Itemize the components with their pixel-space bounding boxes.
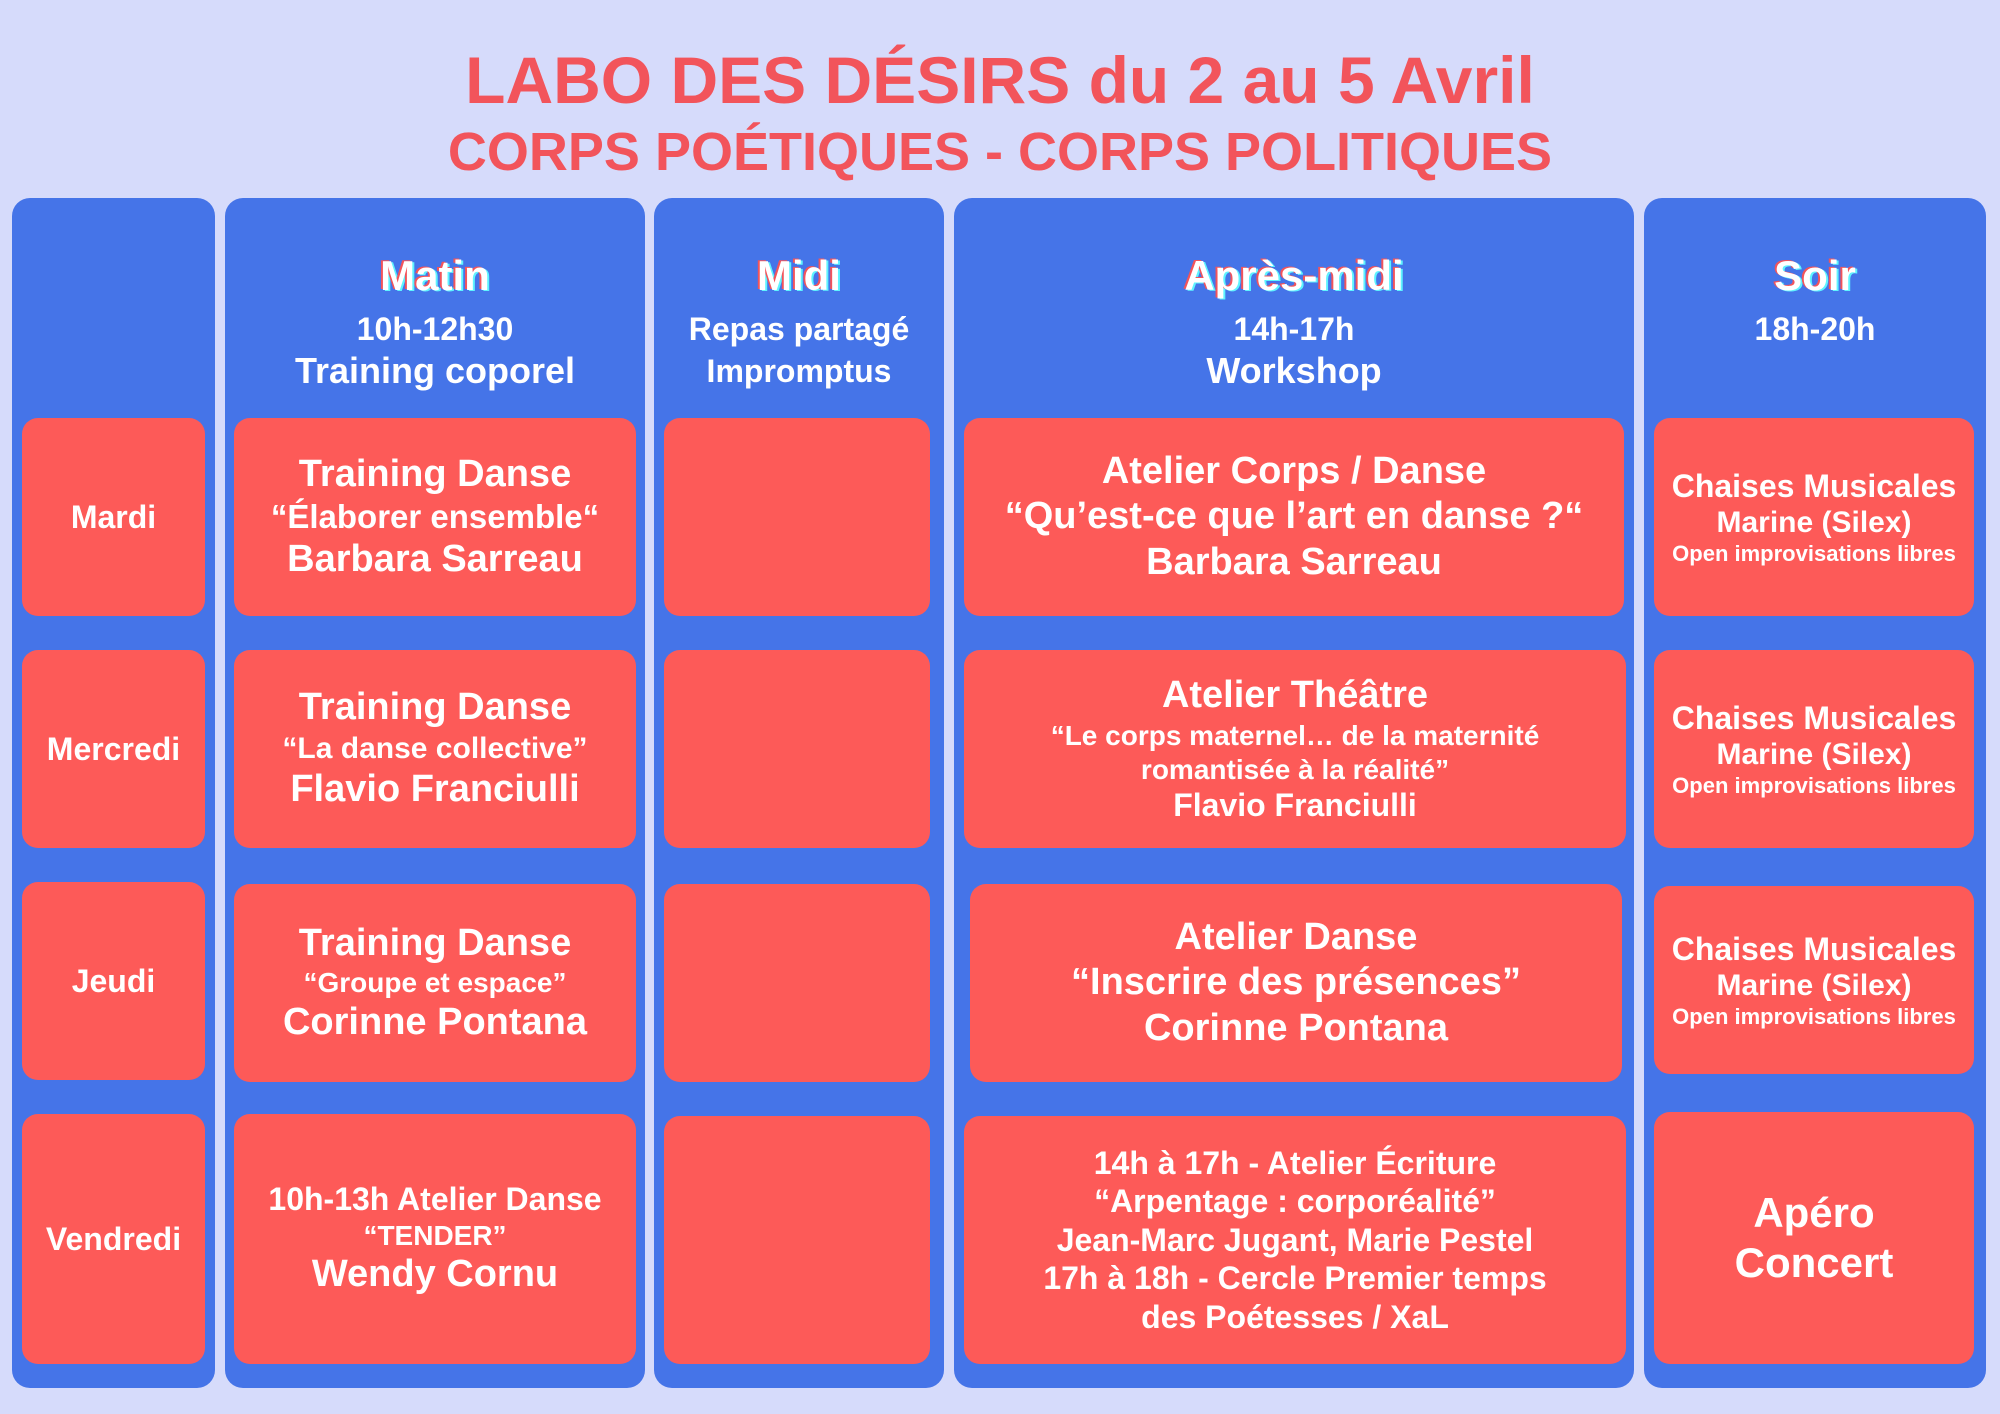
header-soir-time: 18h-20h: [1754, 311, 1876, 347]
soir-mardi: [1654, 418, 1974, 616]
matin-vendredi-title: 10h-13h Atelier Danse: [268, 1181, 602, 1218]
soir-vendredi-line1: Apéro: [1753, 1188, 1875, 1236]
midi-mardi: [664, 418, 930, 616]
soir-mercredi-note: Open improvisations libres: [1672, 773, 1956, 798]
header-matin-time: 10h-12h30: [356, 311, 514, 347]
apres-midi-mercredi-title: Atelier Théâtre: [1161, 674, 1429, 717]
apres-midi-mercredi-person: Flavio Franciulli: [1173, 787, 1417, 824]
matin-mardi-person: Barbara Sarreau: [287, 537, 583, 580]
apres-midi-jeudi-person: Corinne Pontana: [1143, 1006, 1449, 1049]
soir-mardi-note: Open improvisations libres: [1672, 541, 1956, 566]
soir-mardi-title: Chaises Musicales: [1671, 467, 1957, 504]
day-jeudi: Jeudi: [22, 882, 205, 1080]
soir-mardi-person: Marine (Silex): [1716, 506, 1912, 539]
apres-midi-mardi: [964, 418, 1624, 616]
soir-jeudi-person: Marine (Silex): [1716, 969, 1912, 1002]
apres-midi-vendredi-line1: 14h à 17h - Atelier Écriture: [1093, 1145, 1497, 1182]
midi-mercredi: [664, 650, 930, 848]
soir-jeudi: [1654, 886, 1974, 1074]
soir-vendredi: [1654, 1112, 1974, 1364]
apres-midi-mercredi-theme-2: romantisée à la réalité”: [1140, 753, 1450, 785]
day-mardi: Mardi: [22, 418, 205, 616]
page-title: LABO DES DÉSIRS du 2 au 5 Avril: [465, 43, 1535, 117]
apres-midi-vendredi-line4: 17h à 18h - Cercle Premier temps: [1043, 1260, 1547, 1297]
midi-jeudi: [664, 884, 930, 1082]
header-midi-line2: Impromptus: [706, 353, 892, 389]
matin-jeudi-theme: “Groupe et espace”: [303, 967, 567, 999]
apres-midi-jeudi-theme: “Inscrire des présences”: [1071, 961, 1521, 1004]
header-apres-midi: [954, 250, 1634, 392]
apres-midi-vendredi-line3: Jean-Marc Jugant, Marie Pestel: [1056, 1221, 1534, 1258]
soir-mercredi-title: Chaises Musicales: [1671, 699, 1957, 736]
header-midi: [654, 250, 944, 392]
matin-mardi-title: Training Danse: [298, 452, 572, 495]
apres-midi-mardi-title: Atelier Corps / Danse: [1101, 449, 1487, 492]
matin-mercredi: [234, 650, 636, 848]
matin-jeudi-person: Corinne Pontana: [282, 1000, 588, 1043]
apres-midi-mercredi-theme-1: “Le corps maternel… de la maternité: [1050, 720, 1540, 751]
matin-mercredi-person: Flavio Franciulli: [290, 768, 580, 810]
header-apres-midi-name: Après-midi: [1184, 252, 1404, 299]
soir-mercredi-person: Marine (Silex): [1716, 738, 1912, 771]
matin-jeudi-title: Training Danse: [298, 921, 572, 964]
apres-midi-vendredi-line2: “Arpentage : corporéalité”: [1094, 1183, 1496, 1220]
soir-vendredi-line2: Concert: [1734, 1239, 1894, 1286]
page-subtitle: CORPS POÉTIQUES - CORPS POLITIQUES: [447, 122, 1553, 182]
header-matin-name: Matin: [380, 252, 490, 299]
soir-jeudi-title: Chaises Musicales: [1671, 930, 1957, 967]
matin-mercredi-theme: “La danse collective”: [282, 732, 588, 765]
apres-midi-mardi-theme: “Qu’est-ce que l’art en danse ?“: [1004, 495, 1584, 538]
apres-midi-mardi-person: Barbara Sarreau: [1146, 540, 1442, 583]
soir-jeudi-note: Open improvisations libres: [1672, 1004, 1956, 1029]
matin-mardi-theme: “Élaborer ensemble“: [270, 498, 600, 536]
matin-mardi: [234, 418, 636, 616]
header-midi-name: Midi: [757, 252, 841, 299]
apres-midi-jeudi-title: Atelier Danse: [1174, 915, 1418, 958]
midi-vendredi: [664, 1116, 930, 1364]
apres-midi-vendredi: [964, 1116, 1626, 1364]
apres-midi-vendredi-line5: des Poétesses / XaL: [1141, 1298, 1449, 1335]
apres-midi-mercredi: [964, 650, 1626, 848]
header-soir-name: Soir: [1774, 252, 1856, 299]
matin-mercredi-title: Training Danse: [298, 686, 572, 729]
matin-jeudi: [234, 884, 636, 1082]
matin-vendredi-theme: “TENDER”: [363, 1219, 507, 1251]
soir-mercredi: [1654, 650, 1974, 848]
day-mercredi: Mercredi: [22, 650, 205, 848]
day-vendredi: Vendredi: [22, 1114, 205, 1364]
matin-vendredi: [234, 1114, 636, 1364]
header-midi-line1: Repas partagé: [688, 311, 910, 347]
header-soir: [1644, 250, 1986, 350]
header-apres-midi-time: 14h-17h: [1233, 311, 1355, 347]
header-matin: [225, 250, 645, 392]
header-apres-midi-subtitle: Workshop: [1206, 350, 1382, 391]
header-matin-subtitle: Training coporel: [294, 350, 576, 391]
matin-vendredi-person: Wendy Cornu: [311, 1253, 559, 1296]
apres-midi-jeudi: [970, 884, 1622, 1082]
